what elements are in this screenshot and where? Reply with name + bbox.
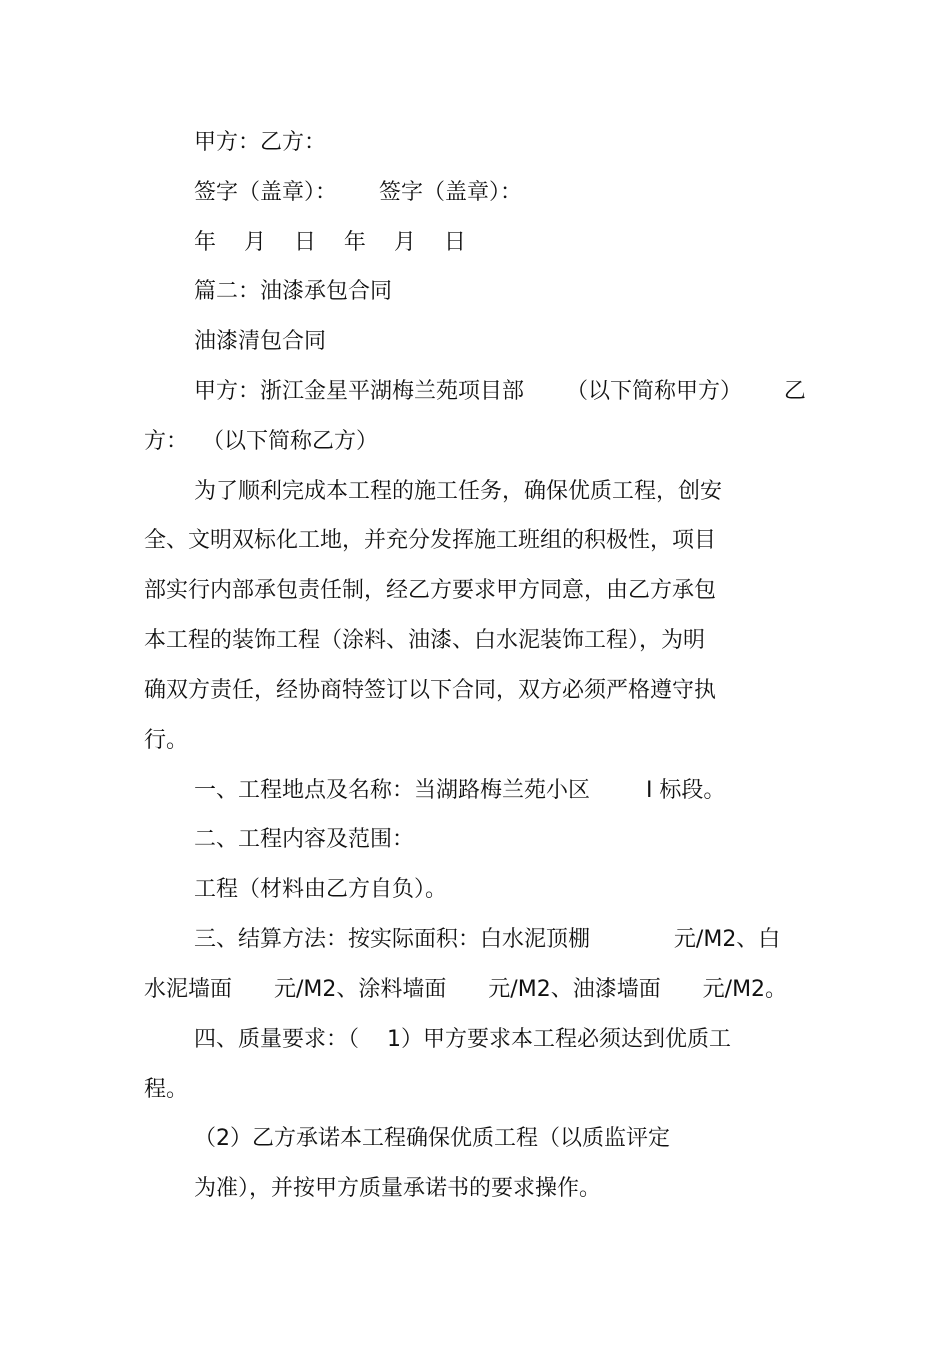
- clause-3-line-2: 水泥墙面 元/M2、涂料墙面 元/M2、油漆墙面 元/M2。: [144, 977, 788, 1002]
- clause-2-detail: 工程（材料由乙方自负）。: [194, 877, 448, 902]
- clause-1: 一、工程地点及名称：当湖路梅兰苑小区 I 标段。: [194, 778, 726, 803]
- clause-4-sub-line-1: （2）乙方承诺本工程确保优质工程（以质监评定: [194, 1126, 670, 1151]
- section-heading: 篇二：油漆承包合同: [194, 279, 393, 304]
- party-labels: 甲方：乙方：: [194, 130, 327, 155]
- clause-2: 二、工程内容及范围：: [194, 827, 415, 852]
- clause-4-line-2: 程。: [144, 1077, 189, 1102]
- contract-title: 油漆清包合同: [194, 329, 327, 354]
- clause-3-line-1: 三、结算方法：按实际面积：白水泥顶棚 元/M2、白: [194, 927, 781, 952]
- party-a-line: 甲方：浙江金星平湖梅兰苑项目部 （以下简称甲方） 乙: [194, 379, 806, 404]
- intro-paragraph-line-4: 本工程的装饰工程（涂料、油漆、白水泥装饰工程），为明: [144, 628, 706, 653]
- intro-paragraph-line-2: 全、文明双标化工地，并充分发挥施工班组的积极性，项目: [144, 528, 717, 553]
- clause-4-sub-line-2: 为准），并按甲方质量承诺书的要求操作。: [194, 1176, 602, 1201]
- intro-paragraph-line-1: 为了顺利完成本工程的施工任务，确保优质工程，创安: [194, 479, 723, 504]
- clause-4-line-1: 四、质量要求：（ 1）甲方要求本工程必须达到优质工: [194, 1027, 731, 1052]
- intro-paragraph-line-6: 行。: [144, 728, 189, 753]
- intro-paragraph-line-5: 确双方责任，经协商特签订以下合同，双方必须严格遵守执: [144, 678, 717, 703]
- date-labels: 年 月 日 年 月 日: [194, 230, 466, 255]
- party-b-line: 方： （以下简称乙方）: [144, 429, 378, 454]
- intro-paragraph-line-3: 部实行内部承包责任制，经乙方要求甲方同意，由乙方承包: [144, 578, 717, 603]
- signature-labels: 签字（盖章）： 签字（盖章）：: [194, 180, 522, 205]
